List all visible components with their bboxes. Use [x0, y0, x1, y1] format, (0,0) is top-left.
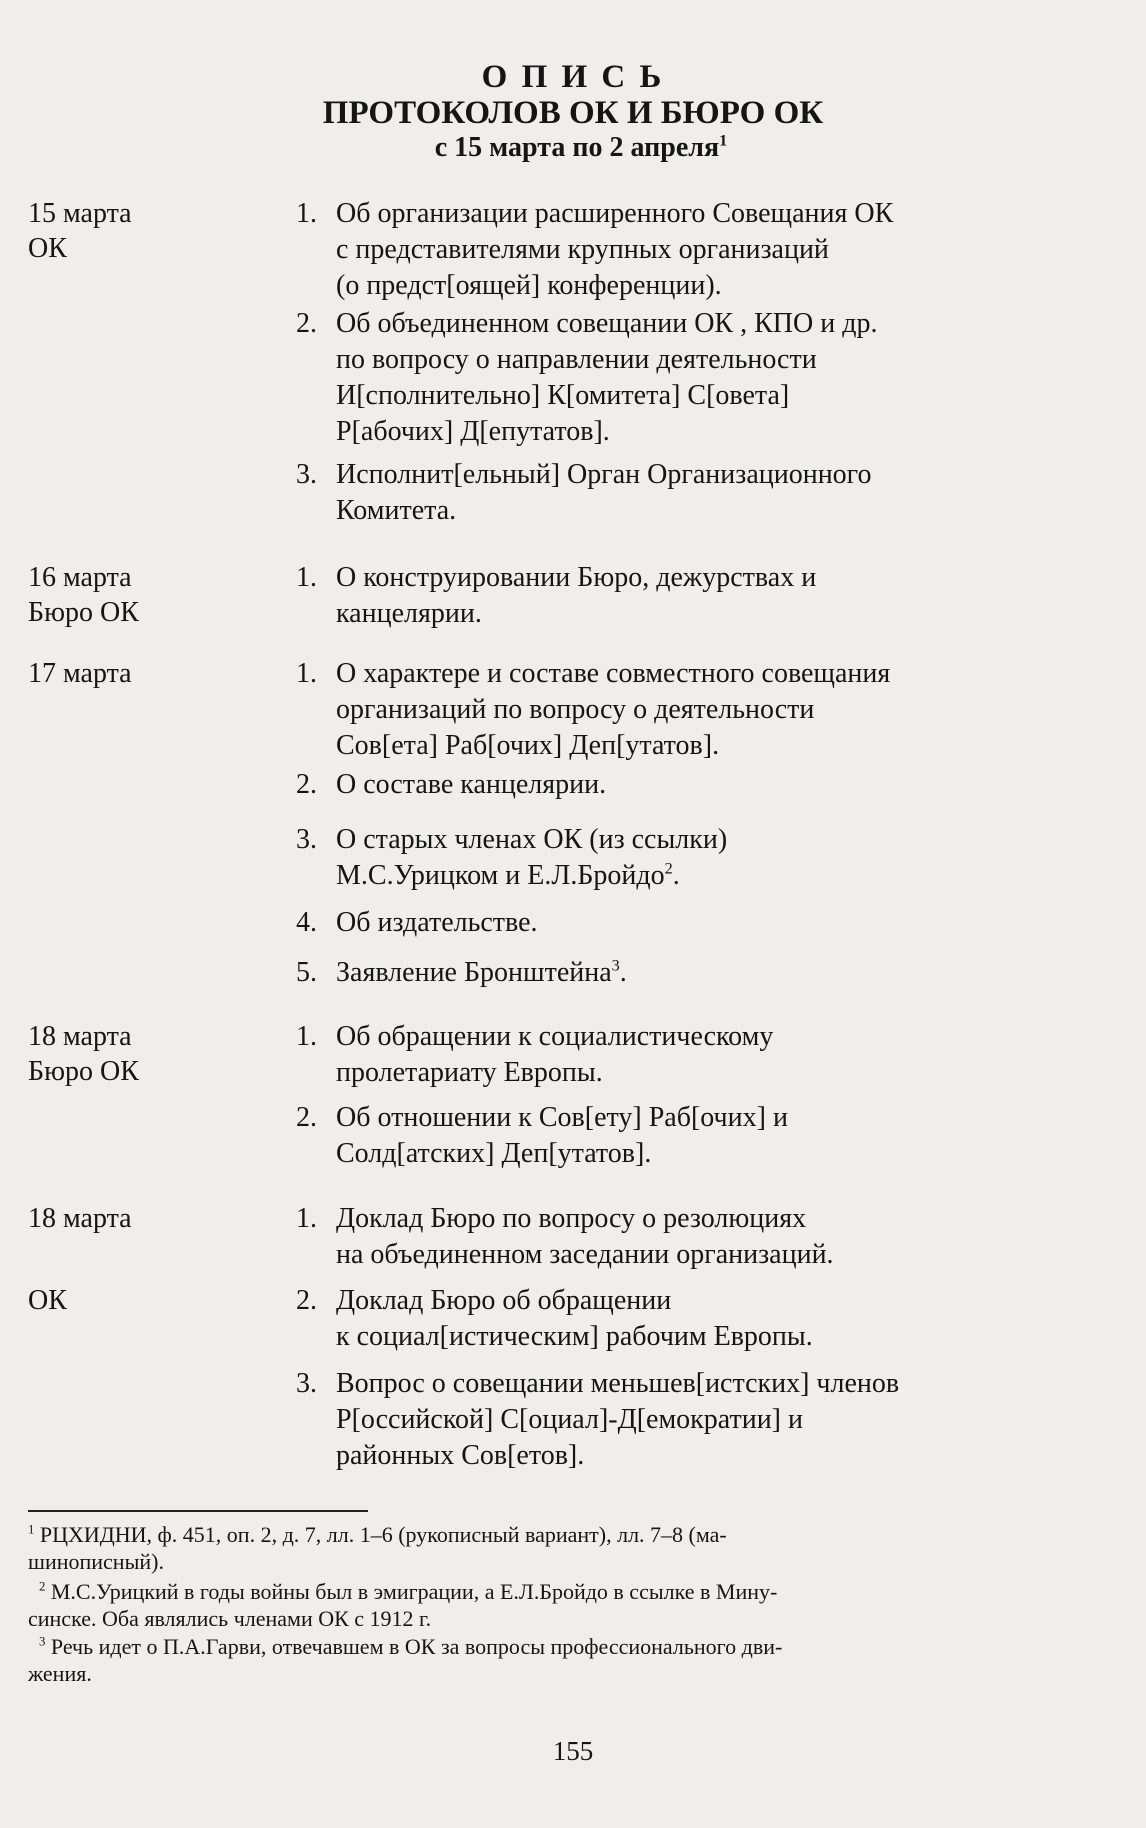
footnote-text: РЦХИДНИ, ф. 451, оп. 2, д. 7, лл. 1–6 (рукописный вариант), лл. 7–8 (ма-: [39, 1522, 727, 1547]
item-line: О старых членах ОК (из ссылки): [336, 824, 728, 855]
item-line: [336, 858, 1056, 894]
item-line: О составе канцелярии.: [336, 769, 607, 800]
footnote-mark: 1: [28, 1522, 35, 1537]
item-line: районных Сов[етов].: [336, 1440, 585, 1471]
item-line-tail: .: [672, 860, 680, 891]
item-line: Р[абочих] Д[епутатов].: [336, 416, 610, 447]
footnote: [28, 1521, 1058, 1575]
footnote-line: синске. Оба являлись членами ОК с 1912 г.: [28, 1606, 432, 1631]
date-line: Бюро ОК: [28, 597, 139, 628]
footnote: [28, 1578, 1058, 1632]
agenda-item: [296, 822, 1056, 894]
date-line: 18 марта: [28, 1021, 132, 1052]
title-period: [8, 131, 1146, 165]
footnote-line: шинописный).: [28, 1549, 164, 1574]
agenda-item: [296, 457, 1056, 529]
item-number: 1.: [296, 1203, 317, 1234]
item-line-text: М.С.Урицком и Е.Л.Бройдо: [336, 860, 665, 891]
item-number: 1.: [296, 1021, 317, 1052]
agenda-item: [296, 1201, 1056, 1273]
item-line-text: Заявление Бронштейна: [336, 957, 612, 988]
footnote-ref-3: 3: [611, 956, 620, 975]
item-line: Об отношении к Сов[ету] Раб[очих] и: [336, 1102, 788, 1133]
item-number: 4.: [296, 907, 317, 938]
item-number: 3.: [296, 824, 317, 855]
agenda-item: [296, 196, 1056, 304]
item-line: с представителями крупных организаций: [336, 234, 829, 265]
item-line: Доклад Бюро по вопросу о резолюциях: [336, 1203, 807, 1234]
footnote-line: [28, 1521, 1058, 1548]
agenda-item: [296, 560, 1056, 632]
footnote-line: [28, 1578, 1058, 1605]
footnote-ref-2: 2: [664, 859, 673, 878]
item-number: 2.: [296, 769, 317, 800]
item-line: О характере и составе совместного совещания: [336, 658, 891, 689]
date-line: 15 марта: [28, 198, 132, 229]
item-line: канцелярии.: [336, 598, 482, 629]
footnote-ref-1: 1: [719, 131, 728, 150]
date-line: Бюро ОК: [28, 1056, 139, 1087]
item-line: Вопрос о совещании меньшев[истских] членов: [336, 1368, 900, 1399]
agenda-item: [296, 1283, 1056, 1355]
item-number: 1.: [296, 658, 317, 689]
item-line-tail: .: [619, 957, 627, 988]
item-number: 5.: [296, 957, 317, 988]
title-protocols: ПРОТОКОЛОВ ОК И БЮРО ОК: [322, 95, 824, 131]
agenda-item: [296, 1366, 1056, 1474]
entry-date: [28, 196, 132, 266]
entry-date: [28, 656, 132, 691]
item-line: (о предст[оящей] конференции).: [336, 270, 722, 301]
item-line: Исполнит[ельный] Орган Организационного: [336, 459, 872, 490]
item-line: [336, 955, 1056, 991]
entry-date: [28, 1283, 67, 1318]
date-line: 18 марта: [28, 1203, 132, 1234]
footnote-mark: 3: [39, 1634, 46, 1649]
title-period-text: с 15 марта по 2 апреля: [434, 132, 720, 163]
item-number: 1.: [296, 562, 317, 593]
item-line: на объединенном заседании организаций.: [336, 1239, 834, 1270]
item-line: Доклад Бюро об обращении: [336, 1285, 672, 1316]
item-line: организаций по вопросу о деятельности: [336, 694, 815, 725]
title-opis: О П И С Ь: [481, 59, 665, 95]
item-line: О конструировании Бюро, дежурствах и: [336, 562, 817, 593]
item-line: пролетариату Европы.: [336, 1057, 603, 1088]
agenda-item: [296, 656, 1056, 764]
footnote-line: жения.: [28, 1661, 92, 1686]
item-number: 2.: [296, 308, 317, 339]
entry-date: [28, 1201, 132, 1236]
agenda-item: [296, 905, 1056, 941]
page-number: 155: [552, 1736, 594, 1766]
footnote: [28, 1633, 1058, 1687]
item-number: 3.: [296, 1368, 317, 1399]
item-line: Р[оссийской] С[оциал]-Д[емократии] и: [336, 1404, 803, 1435]
item-line: Об объединенном совещании ОК , КПО и др.: [336, 308, 878, 339]
item-number: 2.: [296, 1102, 317, 1133]
entry-date: [28, 560, 139, 630]
item-number: 1.: [296, 198, 317, 229]
date-line: ОК: [28, 233, 67, 264]
date-line: 16 марта: [28, 562, 132, 593]
footnote-mark: 2: [39, 1579, 46, 1594]
footnote-text: М.С.Урицкий в годы войны был в эмиграции, а Е.Л.Бройдо в ссылке в Мину-: [50, 1579, 778, 1604]
date-line: ОК: [28, 1285, 67, 1316]
item-line: Солд[атских] Деп[утатов].: [336, 1138, 652, 1169]
item-line: Об организации расширенного Совещания ОК: [336, 198, 894, 229]
item-number: 3.: [296, 459, 317, 490]
agenda-item: [296, 1100, 1056, 1172]
agenda-item: [296, 1019, 1056, 1091]
item-line: по вопросу о направлении деятельности: [336, 344, 817, 375]
agenda-item: [296, 767, 1056, 803]
agenda-item: [296, 955, 1056, 991]
item-line: Об издательстве.: [336, 907, 538, 938]
item-line: Об обращении к социалистическому: [336, 1021, 774, 1052]
item-line: Комитета.: [336, 495, 457, 526]
date-line: 17 марта: [28, 658, 132, 689]
footnote-line: [28, 1633, 1058, 1660]
item-line: к социал[истическим] рабочим Европы.: [336, 1321, 813, 1352]
entry-date: [28, 1019, 139, 1089]
item-line: И[сполнительно] К[омитета] С[овета]: [336, 380, 790, 411]
item-line: Сов[ета] Раб[очих] Деп[утатов].: [336, 730, 720, 761]
footnote-divider: [28, 1510, 368, 1512]
agenda-item: [296, 306, 1056, 450]
footnote-text: Речь идет о П.А.Гарви, отвечавшем в ОК за вопросы профессионального дви-: [50, 1634, 783, 1659]
item-number: 2.: [296, 1285, 317, 1316]
